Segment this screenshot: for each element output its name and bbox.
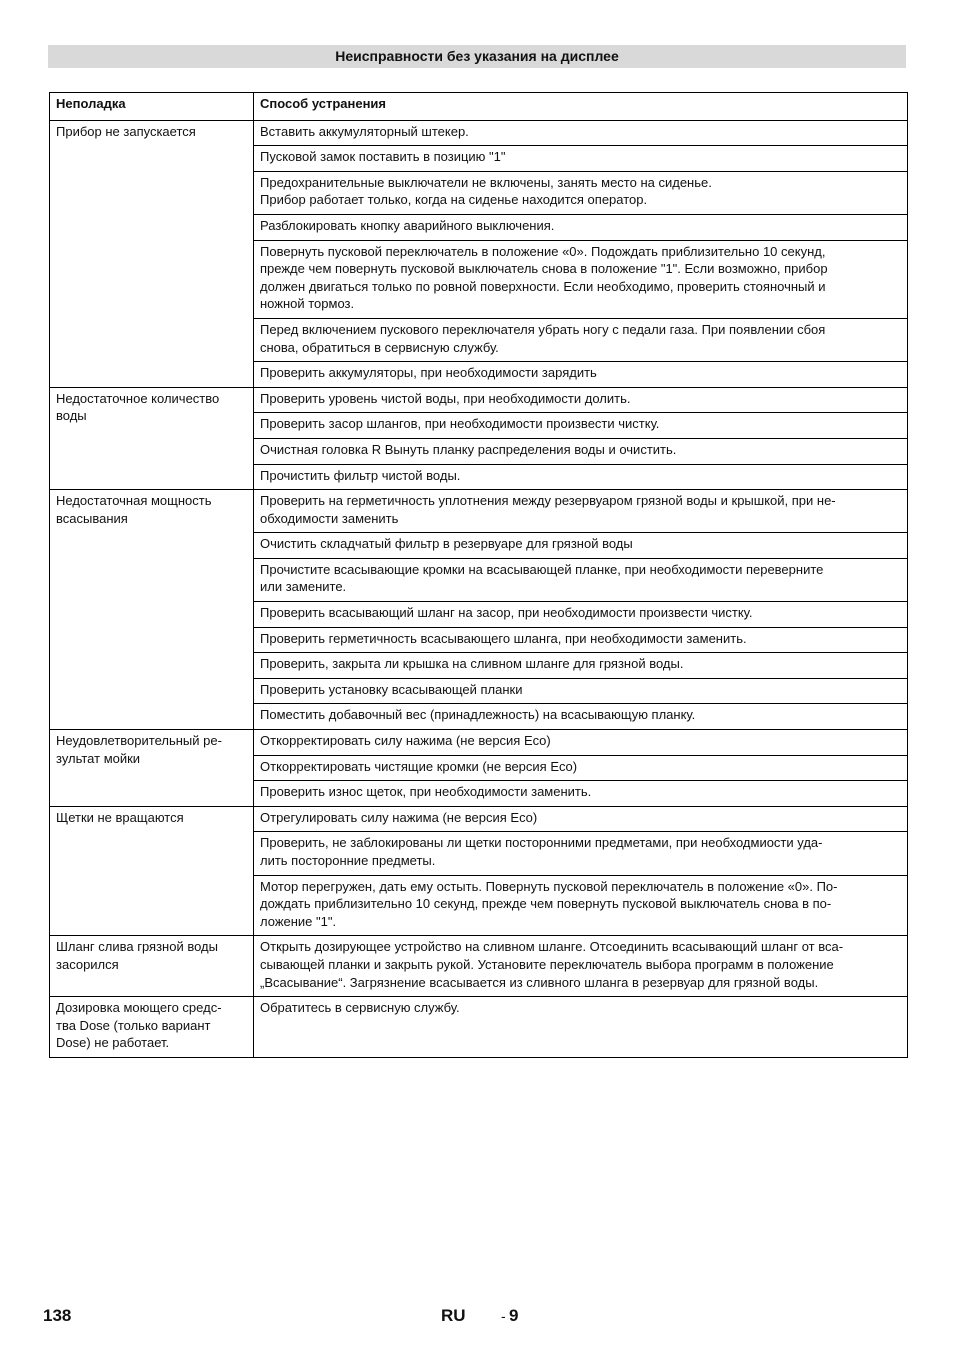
remedy-text: Очистить складчатый фильтр в резервуаре для грязной воды: [260, 536, 633, 552]
remedy-text: Мотор перегружен, дать ему остыть. Повернуть пусковой переключатель в положение «0». По-: [260, 878, 838, 894]
remedy-text: Перед включением пускового переключателя убрать ногу с педали газа. При появлении сбоя: [260, 321, 826, 337]
remedy-text: Отрегулировать силу нажима (не версия Eco): [260, 809, 538, 825]
remedy-text: Проверить всасывающий шланг на засор, при необходимости произвести чистку.: [260, 605, 753, 621]
remedy-text: Прибор работает только, когда на сиденье находится оператор.: [260, 192, 648, 208]
table-row: [50, 806, 908, 832]
remedy-cell: [254, 362, 908, 388]
problem-text: зультат мойки: [56, 750, 141, 766]
remedy-text: должен двигаться только по ровной поверхности. Если необходимо, проверить стояночный и: [260, 278, 826, 294]
section-number: 9: [509, 1306, 519, 1325]
table-row: [50, 997, 908, 1058]
problem-text: тва Dose (только вариант: [56, 1017, 211, 1033]
problem-text: засорился: [56, 956, 119, 972]
remedy-text: Проверить на герметичность уплотнения между резервуаром грязной воды и крышкой, при не-: [260, 493, 836, 509]
remedy-text: дождать приблизительно 10 секунд, прежде чем повернуть пусковой выключатель снова в по-: [260, 896, 832, 912]
problem-cell: [50, 490, 254, 730]
remedy-cell: [254, 832, 908, 875]
table-row: [50, 120, 908, 146]
remedy-cell: [254, 704, 908, 730]
remedy-text: обходимости заменить: [260, 510, 399, 526]
remedy-cell: [254, 490, 908, 533]
table-row: [50, 730, 908, 756]
remedy-text: Проверить уровень чистой воды, при необходимости долить.: [260, 390, 631, 406]
remedy-cell: [254, 318, 908, 361]
remedy-cell: [254, 120, 908, 146]
problem-text: Дозировка моющего средс-: [56, 1000, 222, 1016]
remedy-text: Обратитесь в сервисную службу.: [260, 1000, 460, 1016]
remedy-cell: [254, 781, 908, 807]
remedy-text: Очистная головка R Вынуть планку распределения воды и очистить.: [260, 441, 677, 457]
remedy-text: ножной тормоз.: [260, 296, 355, 312]
problem-text: воды: [56, 408, 87, 424]
remedy-cell: [254, 464, 908, 490]
remedy-text: Откорректировать силу нажима (не версия Eco): [260, 733, 551, 749]
remedy-text: Предохранительные выключатели не включены, занять место на сиденье.: [260, 174, 712, 190]
remedy-text: Поместить добавочный вес (принадлежность) на всасывающую планку.: [260, 707, 696, 723]
remedy-text: Проверить, закрыта ли крышка на сливном шланге для грязной воды.: [260, 656, 684, 672]
remedy-text: Проверить герметичность всасывающего шланга, при необходимости заменить.: [260, 630, 747, 646]
table-row: [50, 490, 908, 533]
problem-cell: [50, 936, 254, 997]
problem-text: Недостаточное количество: [56, 390, 220, 406]
problem-text: Недостаточная мощность: [56, 493, 212, 509]
remedy-cell: [254, 214, 908, 240]
remedy-cell: [254, 240, 908, 318]
remedy-cell: [254, 438, 908, 464]
remedy-text: Откорректировать чистящие кромки (не версия Eco): [260, 758, 578, 774]
problem-cell: [50, 120, 254, 387]
page-number: 138: [43, 1306, 72, 1325]
problem-text: Неудовлетворительный ре-: [56, 733, 222, 749]
remedy-cell: [254, 875, 908, 936]
remedy-text: Открыть дозирующее устройство на сливном шланге. Отсоединить всасывающий шланг от вса-: [260, 939, 844, 955]
remedy-cell: [254, 146, 908, 172]
remedy-cell: [254, 997, 908, 1058]
remedy-text: Проверить установку всасывающей планки: [260, 681, 523, 697]
remedy-text: Проверить аккумуляторы, при необходимости зарядить: [260, 365, 597, 381]
remedy-cell: [254, 755, 908, 781]
remedy-text: лить посторонние предметы.: [260, 853, 436, 868]
remedy-cell: [254, 627, 908, 653]
footer-dash: -: [501, 1308, 506, 1324]
remedy-cell: [254, 936, 908, 997]
remedy-text: „Всасывание“. Загрязнение всасывается из сливного шланга в резервуар для грязной воды.: [260, 974, 819, 990]
header-remedy: Способ устранения: [254, 93, 908, 121]
remedy-text: Пусковой замок поставить в позицию "1": [260, 149, 506, 165]
table-body: [50, 120, 908, 1057]
remedy-text: Повернуть пусковой переключатель в положение «0». Подождать приблизительно 10 секунд,: [260, 243, 826, 259]
section-title: Неисправности без указания на дисплее: [48, 45, 906, 68]
remedy-text: Разблокировать кнопку аварийного выключения.: [260, 217, 555, 233]
problem-text: Шланг слива грязной воды: [56, 939, 218, 955]
remedy-text: Прочистите всасывающие кромки на всасывающей планке, при необходимости переверните: [260, 561, 824, 577]
remedy-cell: [254, 602, 908, 628]
remedy-cell: [254, 533, 908, 559]
language-code: RU: [441, 1306, 466, 1325]
remedy-text: снова, обратиться в сервисную службу.: [260, 339, 499, 355]
remedy-cell: [254, 678, 908, 704]
table-row: [50, 387, 908, 413]
problem-cell: [50, 730, 254, 807]
remedy-cell: [254, 171, 908, 214]
remedy-cell: [254, 387, 908, 413]
remedy-text: Вставить аккумуляторный штекер.: [260, 123, 469, 139]
remedy-cell: [254, 558, 908, 601]
remedy-text: прежде чем повернуть пусковой выключатель снова в положение "1". Если возможно, прибор: [260, 261, 828, 277]
table-header-row: [50, 93, 908, 121]
remedy-text: Проверить засор шлангов, при необходимости произвести чистку.: [260, 416, 660, 432]
remedy-cell: [254, 413, 908, 439]
problem-text: Dose) не работает.: [56, 1035, 170, 1051]
problem-text: всасывания: [56, 510, 128, 526]
problem-cell: [50, 806, 254, 936]
problem-cell: [50, 997, 254, 1058]
remedy-cell: [254, 730, 908, 756]
problem-text: Прибор не запускается: [56, 123, 196, 139]
problem-cell: [50, 387, 254, 489]
remedy-cell: [254, 806, 908, 832]
table-row: [50, 936, 908, 997]
remedy-text: Проверить износ щеток, при необходимости заменить.: [260, 784, 592, 800]
remedy-text: Прочистить фильтр чистой воды.: [260, 467, 461, 483]
troubleshooting-table: [49, 92, 908, 1058]
remedy-cell: [254, 653, 908, 679]
header-problem: Неполадка: [50, 93, 254, 121]
remedy-text: или замените.: [260, 579, 347, 595]
remedy-text: сывающей планки и закрыть рукой. Установите переключатель выбора программ в положение: [260, 956, 834, 972]
remedy-text: Проверить, не заблокированы ли щетки посторонними предметами, при необходмиости уда-: [260, 835, 823, 851]
remedy-text: ложение "1".: [260, 913, 337, 929]
problem-text: Щетки не вращаются: [56, 809, 184, 825]
